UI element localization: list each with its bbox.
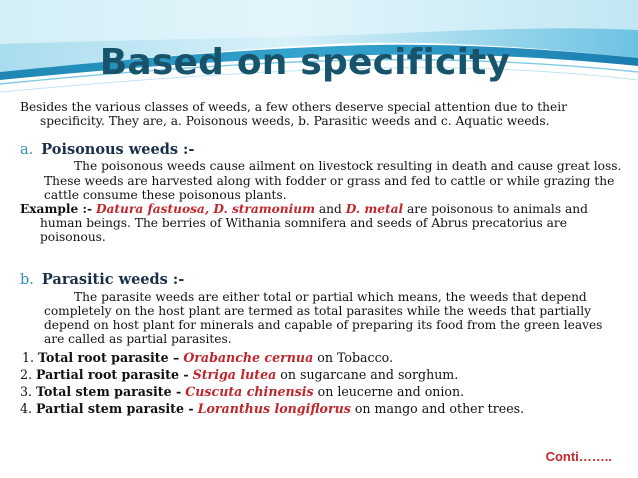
list-item-number: 1. (22, 350, 35, 366)
example-and: and (318, 202, 342, 217)
section-b-title: Parasitic weeds :- (41, 270, 185, 288)
list-item-label: Total root parasite – (38, 350, 180, 366)
list-item-species: Striga lutea (192, 367, 277, 383)
list-item-number: 2. (20, 367, 33, 383)
list-item (20, 349, 624, 366)
list-item-species: Cuscuta chinensis (185, 384, 314, 400)
slide-content (20, 100, 624, 417)
section-a-title: Poisonous weeds :- (41, 141, 195, 159)
list-item (20, 383, 624, 400)
example-label: Example :- (20, 202, 93, 217)
section-b-heading (20, 271, 624, 289)
section-b-body-text: The parasite weeds are either total or partial which means, the weeds that depend completely on the host plant are termed as total parasites while the weeds that partially depend on host plant for minerals and capable of preparing its food from the green leaves are called as partial parasites. (44, 289, 603, 347)
example-species-2: D. metal (345, 202, 404, 217)
list-item-label: Partial root parasite - (36, 367, 189, 383)
list-item-label: Partial stem parasite - (36, 401, 194, 417)
list-item-label: Total stem parasite - (36, 384, 182, 400)
section-a-body-text: The poisonous weeds cause ailment on livestock resulting in death and cause great loss. These weeds are harvested along with fodder or grass and fed to cattle or while grazing the cattle consume these poisonous plants. (44, 159, 622, 202)
list-item-number: 3. (20, 384, 33, 400)
list-item-host: on mango and other trees. (354, 401, 525, 417)
continued-label: Conti…….. (545, 449, 612, 464)
list-item (20, 366, 624, 383)
slide-title: Based on specificity (99, 42, 511, 83)
example-rest: are poisonous to animals and human beings. The berries of Withania somnifera and seeds of Abrus precatorius are poisonous. (40, 202, 588, 245)
section-b-letter: b. (20, 271, 34, 288)
list-item (20, 400, 624, 417)
list-item-host: on sugarcane and sorghum. (280, 367, 459, 383)
list-item-number: 4. (20, 401, 33, 417)
list-item-species: Orabanche cernua (183, 350, 314, 366)
section-a-body (20, 159, 624, 202)
section-a-heading (20, 141, 624, 159)
list-item-species: Loranthus longiflorus (197, 401, 351, 417)
intro-paragraph: Besides the various classes of weeds, a few others deserve special attention due to their specificity. They are, a. Poisonous weeds, b. Parasitic weeds and c. Aquatic weeds. (20, 100, 567, 129)
parasite-list (20, 349, 624, 417)
example-paragraph (20, 202, 624, 245)
example-species-1: Datura fastuosa, D. stramonium (95, 202, 316, 217)
section-a-letter: a. (20, 142, 34, 159)
list-item-host: on Tobacco. (317, 350, 393, 366)
list-item-host: on leucerne and onion. (317, 384, 465, 400)
section-b-body (20, 290, 624, 347)
